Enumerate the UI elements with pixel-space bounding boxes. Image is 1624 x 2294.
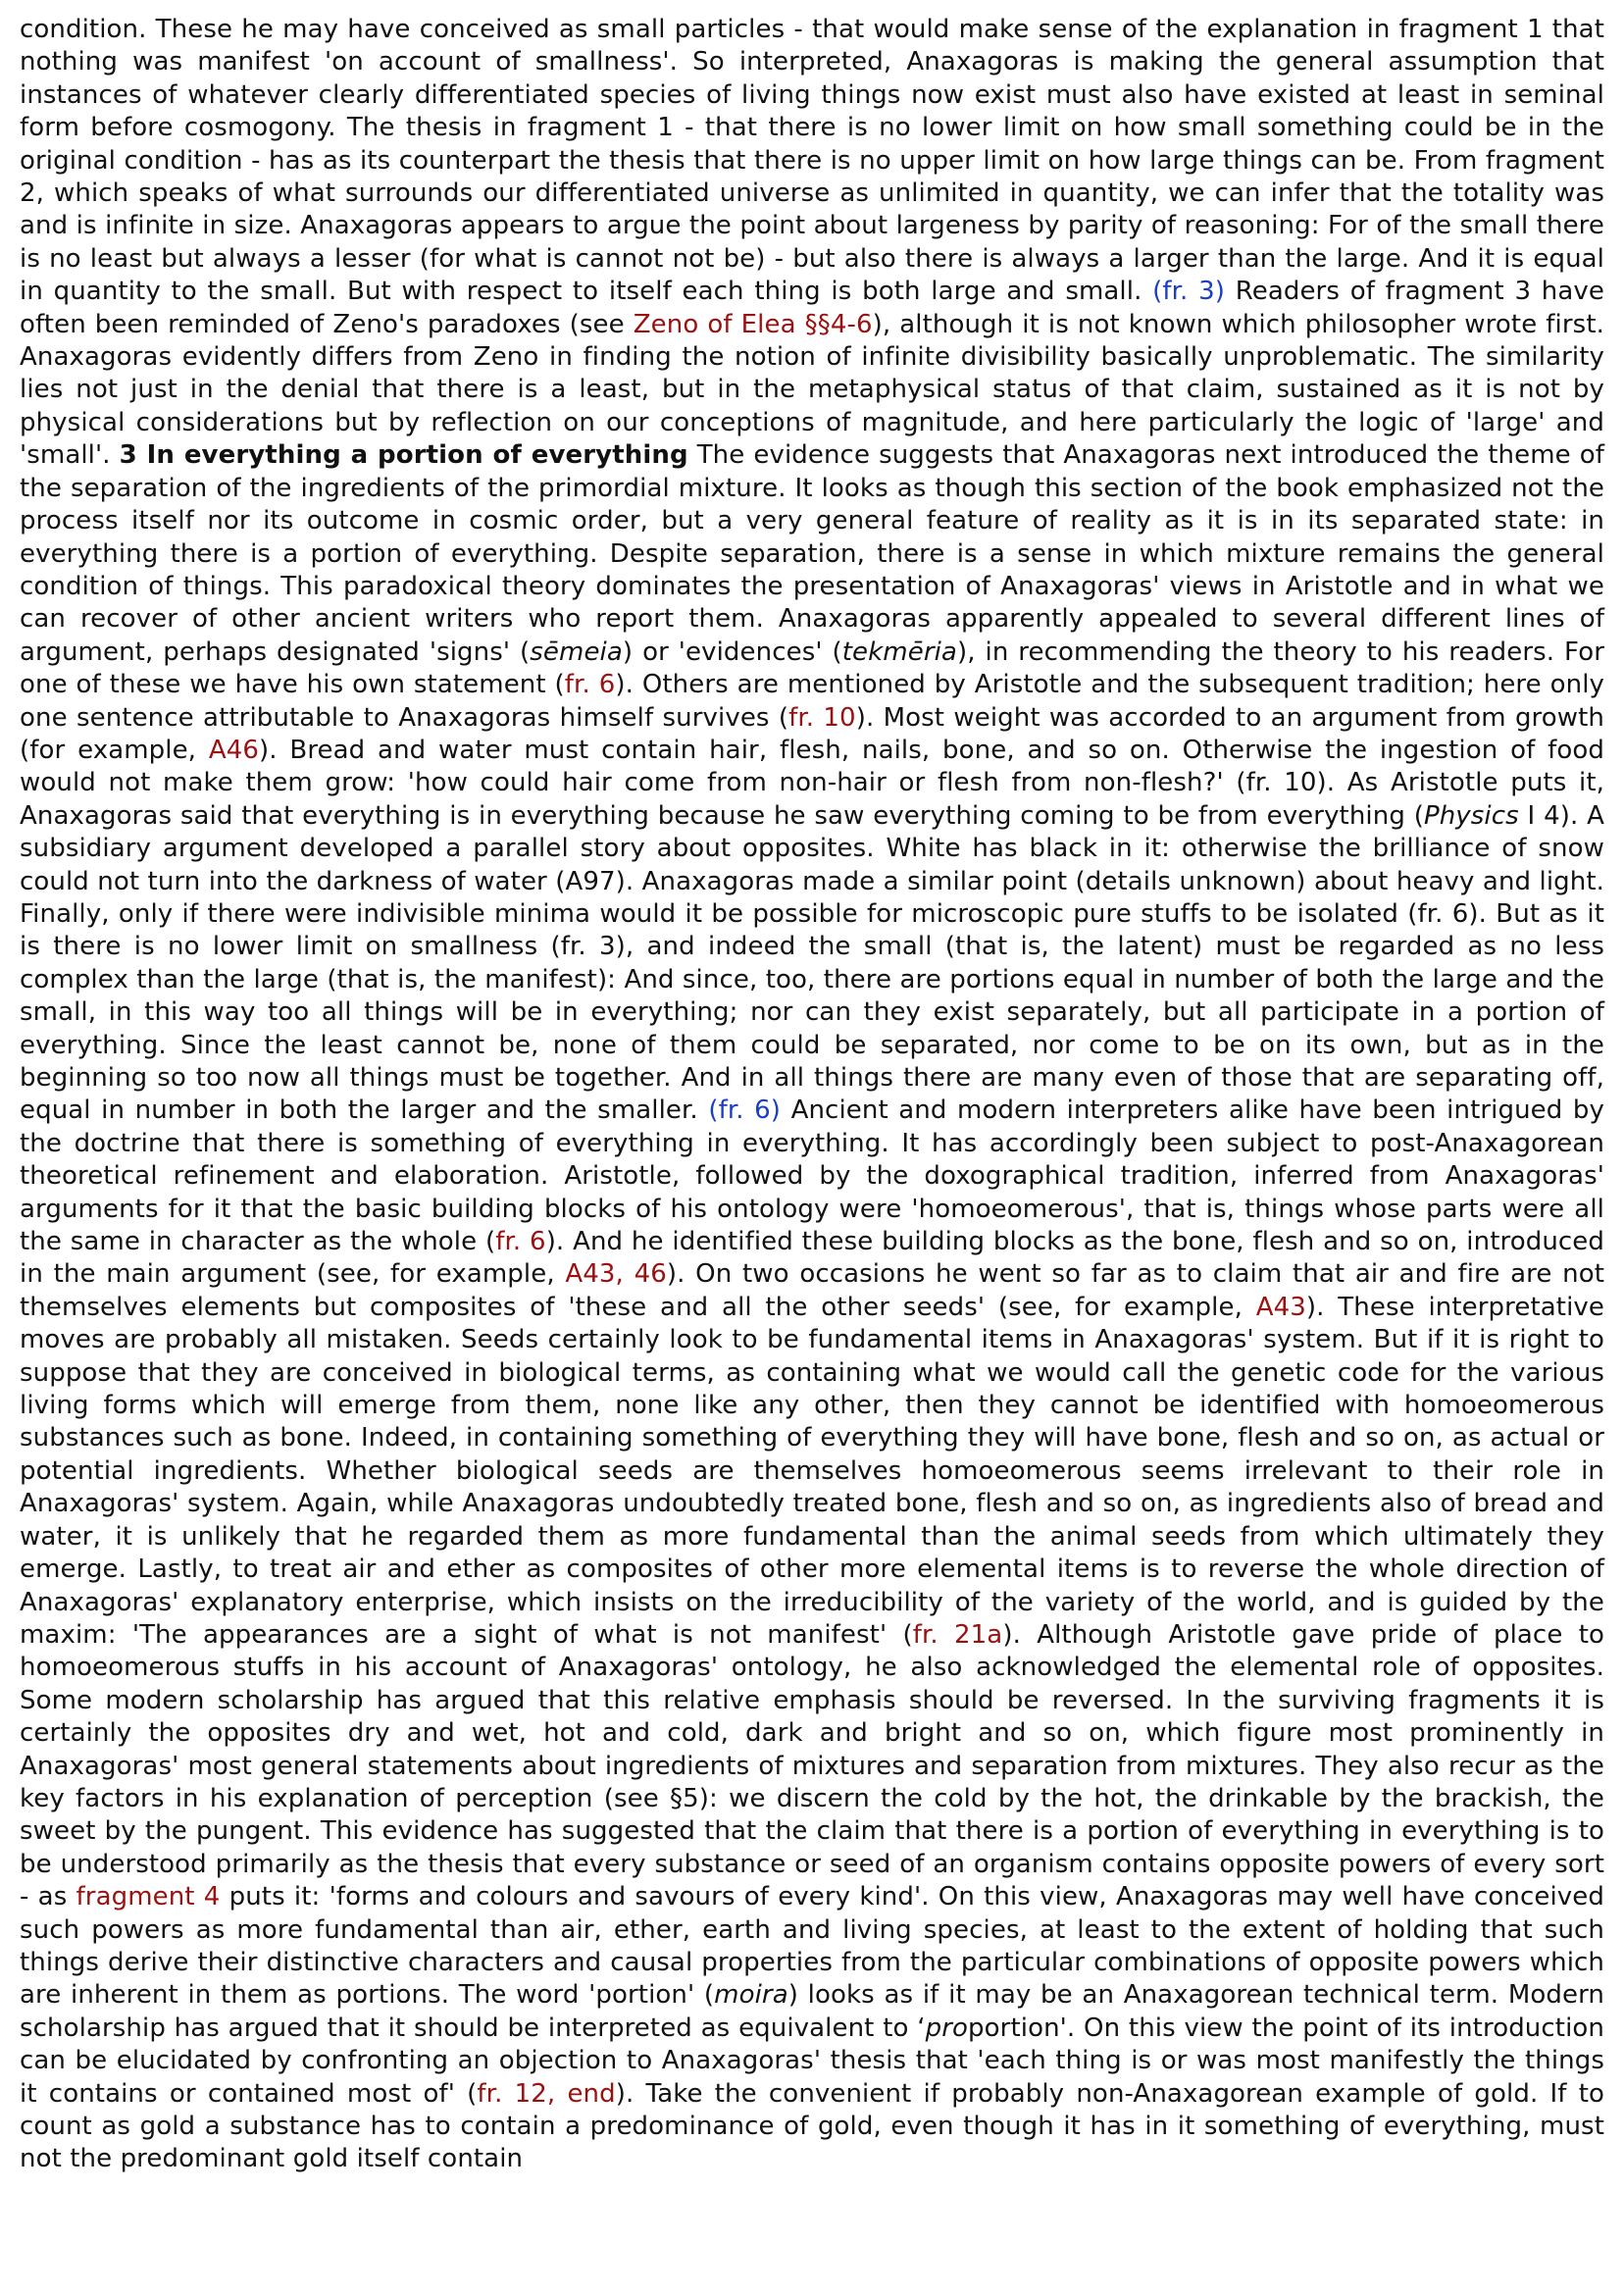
- text-run: ). Although Aristotle gave pride of place to homoeomerous stuffs in his account of Anaxagoras' ontology, he also acknowledged the elemental role of opposites. Some modern scholarship has argued that this relative emphasis should be reversed. In the surviving fragments it is certainly the opposites dry and wet, hot and cold, dark and bright and so on, which figure most prominently in Anaxagoras' most general statements about ingredients of mixtures and separation from mixtures. They also recur as the key factors in his explanation of perception (see §5): we discern the cold by the hot, the drinkable by the brackish, the sweet by the pungent. This evidence has suggested that the claim that there is a portion of everything in everything is to be understood primarily as the thesis that every substance or seed of an organism contains opposite powers of every sort - as: [20, 1619, 1604, 1912]
- text-run: ). Most weight was accorded to an argument from growth (for example,: [20, 702, 1605, 765]
- body-paragraph: [20, 14, 1604, 2176]
- document-page: [20, 14, 1604, 2176]
- text-run: ), in recommending the theory to his readers. For one of these we have his own statement (: [20, 637, 1604, 700]
- section-heading: 3 In everything a portion of everything: [119, 440, 688, 471]
- italic-title: Physics: [1423, 800, 1519, 831]
- text-run: portion'. On this view the point of its introduction can be elucidated by confronting an objection to Anaxagoras' thesis that 'each thing is or was most manifestly the things it contains or contained most of' (: [20, 2013, 1604, 2109]
- text-run: Readers of fragment 3 have often been reminded of Zeno's paradoxes (see: [20, 277, 1604, 339]
- italic-term: moira: [714, 1980, 788, 2011]
- text-run: ). Others are mentioned by Aristotle and the subsequent tradition; here only one sentence attributable to Anaxagoras himself survives (: [20, 670, 1605, 733]
- text-run: ). These interpretative moves are probably all mistaken. Seeds certainly look to be fundamental items in Anaxagoras' system. But if it is right to suppose that they are conceived in biological terms, as containing what we would call the genetic code for the various living forms which will emerge from them, none like any other, then they cannot be identified with homoeomerous substances such as bone. Indeed, in containing something of everything they will have bone, flesh and so on, as actual or potential ingredients. Whether biological seeds are themselves homoeomerous seems irrelevant to their role in Anaxagoras' system. Again, while Anaxagoras undoubtedly treated bone, flesh and so on, as ingredients also of bread and water, it is unlikely that he regarded them as more fundamental than the animal seeds from which ultimately they emerge. Lastly, to treat air and ether as composites of other more elemental items is to reverse the whole direction of Anaxagoras' explanatory enterprise, which insists on the irreducibility of the variety of the world, and is guided by the maxim: 'The appearances are a sight of what is not manifest' (: [20, 1292, 1604, 1650]
- fragment-21a-link[interactable]: fr. 21a: [912, 1619, 1003, 1650]
- fragment-3-link[interactable]: (fr. 3): [1152, 277, 1226, 307]
- italic-prefix: pro: [925, 2013, 969, 2043]
- italic-term: sēmeia: [530, 637, 623, 667]
- fragment-6-quote-link[interactable]: (fr. 6): [708, 1096, 782, 1126]
- text-run: ) looks as if it may be an Anaxagorean technical term. Modern scholarship has argued that it should be interpreted as equivalent to ‘: [20, 1980, 1605, 2043]
- fragment-6-link[interactable]: fr. 6: [564, 670, 616, 700]
- a43-link[interactable]: A43: [1255, 1292, 1306, 1322]
- text-run: The evidence suggests that Anaxagoras next introduced the theme of the separation of the ingredients of the primordial mixture. It looks as though this section of the book emphasized not the process itself nor its outcome in cosmic order, but a very general feature of reality as it is in its separated state: in everything there is a portion of everything. Despite separation, there is a sense in which mixture remains the general condition of things. This paradoxical theory dominates the presentation of Anaxagoras' views in Aristotle and in what we can recover of other ancient writers who report them. Anaxagoras apparently appealed to several different lines of argument, perhaps designated 'signs' (: [20, 440, 1605, 667]
- text-run: ), although it is not known which philosopher wrote first. Anaxagoras evidently differs from Zeno in finding the notion of infinite divisibility basically unproblematic. The similarity lies not just in the denial that there is a least, but in the metaphysical status of that claim, sustained as it is not by physical considerations but by reflection on our conceptions of magnitude, and here particularly the logic of 'large' and 'small'.: [20, 309, 1604, 471]
- text-run: ). Take the convenient if probably non-Anaxagorean example of gold. If to count as gold a substance has to contain a predominance of gold, even though it has in it something of everything, must not the predominant gold itself contain: [20, 2078, 1604, 2174]
- text-run: I 4). A subsidiary argument developed a parallel story about opposites. White has black in it: otherwise the brilliance of snow could not turn into the darkness of water (A97). Anaxagoras made a similar point (details unknown) about heavy and light. Finally, only if there were indivisible minima would it be possible for microscopic pure stuffs to be isolated (fr. 6). But as it is there is no lower limit on smallness (fr. 3), and indeed the small (that is, the latent) must be regarded as no less complex than the large (that is, the manifest): And since, too, there are portions equal in number of both the large and the small, in this way too all things will be in everything; nor can they exist separately, but all participate in a portion of everything. Since the least cannot be, none of them could be separated, nor come to be on its own, but as in the beginning so too now all things must be together. And in all things there are many even of those that are separating off, equal in number in both the larger and the smaller.: [20, 800, 1604, 1126]
- fragment-12-end-link[interactable]: fr. 12, end: [477, 2078, 616, 2109]
- text-run: condition. These he may have conceived as small particles - that would make sense of the explanation in fragment 1 that nothing was manifest 'on account of smallness'. So interpreted, Anaxagoras is making the general assumption that instances of whatever clearly differentiated species of living things now exist must also have existed at least in seminal form before cosmogony. The thesis in fragment 1 - that there is no lower limit on how small something could be in the original condition - has as its counterpart the thesis that there is no upper limit on how large things can be. From fragment 2, which speaks of what surrounds our differentiated universe as unlimited in quantity, we can infer that the totality was and is infinite in size. Anaxagoras appears to argue the point about largeness by parity of reasoning: For of the small there is no least but always a lesser (for what is cannot not be) - but also there is always a larger than the large. And it is equal in quantity to the small. But with respect to itself each thing is both large and small.: [20, 15, 1604, 307]
- a43-46-link[interactable]: A43, 46: [565, 1259, 667, 1290]
- text-run: ). Bread and water must contain hair, flesh, nails, bone, and so on. Otherwise the ingestion of food would not make them grow: 'how could hair come from non-hair or flesh from non-flesh?' (fr. 10). As Aristotle puts it, Anaxagoras said that everything is in everything because he saw everything coming to be from everything (: [20, 735, 1604, 831]
- text-run: ). On two occasions he went so far as to claim that air and fire are not themselves elements but composites of 'these and all the other seeds' (see, for example,: [20, 1259, 1605, 1322]
- a46-link[interactable]: A46: [208, 735, 259, 765]
- italic-term: tekmēria: [841, 637, 957, 667]
- fragment-4-link[interactable]: fragment 4: [76, 1882, 221, 1912]
- text-run: ). And he identified these building blocks as the bone, flesh and so on, introduced in the main argument (see, for example,: [20, 1227, 1605, 1290]
- text-run: puts it: 'forms and colours and savours of every kind'. On this view, Anaxagoras may well have conceived such powers as more fundamental than air, ether, earth and living species, at least to the extent of holding that such things derive their distinctive characters and causal properties from the particular combinations of opposite powers which are inherent in them as portions. The word 'portion' (: [20, 1882, 1604, 2011]
- fragment-10-link[interactable]: fr. 10: [788, 702, 856, 733]
- text-run: ) or 'evidences' (: [622, 637, 842, 667]
- zeno-of-elea-link[interactable]: Zeno of Elea §§4-6: [633, 309, 873, 339]
- fragment-6-link[interactable]: fr. 6: [495, 1227, 546, 1257]
- text-run: Ancient and modern interpreters alike have been intrigued by the doctrine that there is something of everything in everything. It has accordingly been subject to post-Anaxagorean theoretical refinement and elaboration. Aristotle, followed by the doxographical tradition, inferred from Anaxagoras' arguments for it that the basic building blocks of his ontology were 'homoeomerous', that is, things whose parts were all the same in character as the whole (: [20, 1096, 1604, 1257]
